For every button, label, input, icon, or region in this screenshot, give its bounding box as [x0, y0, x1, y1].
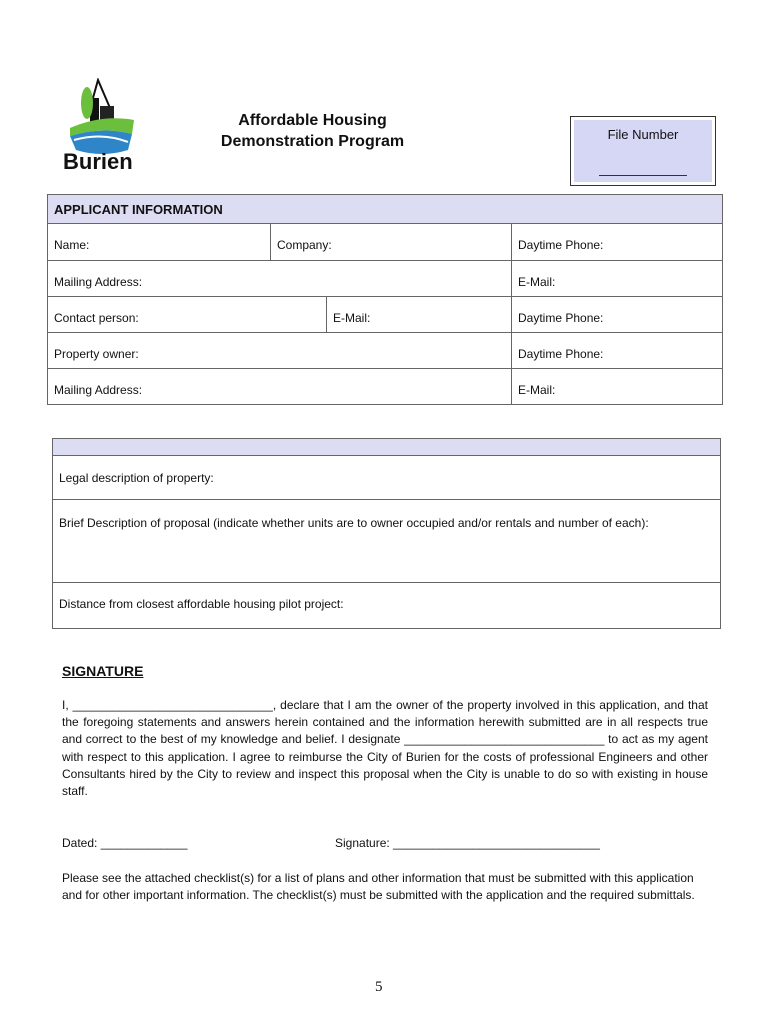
form-title	[170, 110, 455, 152]
contact-phone-field[interactable]: Daytime Phone:	[512, 297, 723, 333]
daytime-phone-field[interactable]: Daytime Phone:	[512, 224, 723, 261]
contact-person-field[interactable]: Contact person:	[48, 297, 327, 333]
burien-logo	[62, 78, 142, 172]
contact-email-field[interactable]: E-Mail:	[327, 297, 512, 333]
page-number: 5	[375, 979, 383, 995]
property-owner-field[interactable]: Property owner:	[48, 333, 512, 369]
title-line-1: Affordable Housing	[238, 112, 387, 129]
property-table	[52, 438, 721, 629]
company-field[interactable]: Company:	[271, 224, 512, 261]
file-number-label: File Number	[607, 127, 679, 142]
applicant-heading: APPLICANT INFORMATION	[48, 195, 723, 224]
title-line-2: Demonstration Program	[220, 133, 405, 150]
dated-field[interactable]: Dated: _____________	[62, 836, 188, 850]
legal-description-field[interactable]: Legal description of property:	[53, 456, 721, 500]
signature-heading: SIGNATURE	[62, 663, 144, 679]
signature-field[interactable]: Signature: _______________________________	[335, 836, 600, 850]
declaration-paragraph: I, ______________________________, declare that I am the owner of the property involved in this application, and that the foregoing statements and answers herein contained and the information herewith submitted are in all respects true and correct to the best of my knowledge and belief. I designate ______________________________ to act as my agent with respect to this application. I agree to reimburse the City of Burien for the costs of professional Engineers and other Consultants hired by the City to review and inspect this proposal when the City is unable to do so with existing in house staff.	[62, 698, 708, 799]
name-field[interactable]: Name:	[48, 224, 271, 261]
owner-email-field[interactable]: E-Mail:	[512, 369, 723, 405]
distance-field[interactable]: Distance from closest affordable housing pilot project:	[53, 583, 721, 629]
mailing-address-field[interactable]: Mailing Address:	[48, 261, 512, 297]
brief-description-field[interactable]: Brief Description of proposal (indicate whether units are to owner occupied and/or rentals and number of each):	[53, 500, 721, 583]
file-number-line[interactable]	[599, 175, 687, 176]
property-header	[53, 439, 721, 456]
checklist-note: Please see the attached checklist(s) for a list of plans and other information that must be submitted with this application and for other important information. The checklist(s) must be submitted with the application and the required submittals.	[62, 871, 695, 903]
email-field[interactable]: E-Mail:	[512, 261, 723, 297]
file-number-box	[570, 116, 716, 186]
svg-text:Burien: Burien	[63, 149, 133, 172]
applicant-information-table	[47, 194, 723, 405]
owner-mailing-address-field[interactable]: Mailing Address:	[48, 369, 512, 405]
owner-phone-field[interactable]: Daytime Phone:	[512, 333, 723, 369]
